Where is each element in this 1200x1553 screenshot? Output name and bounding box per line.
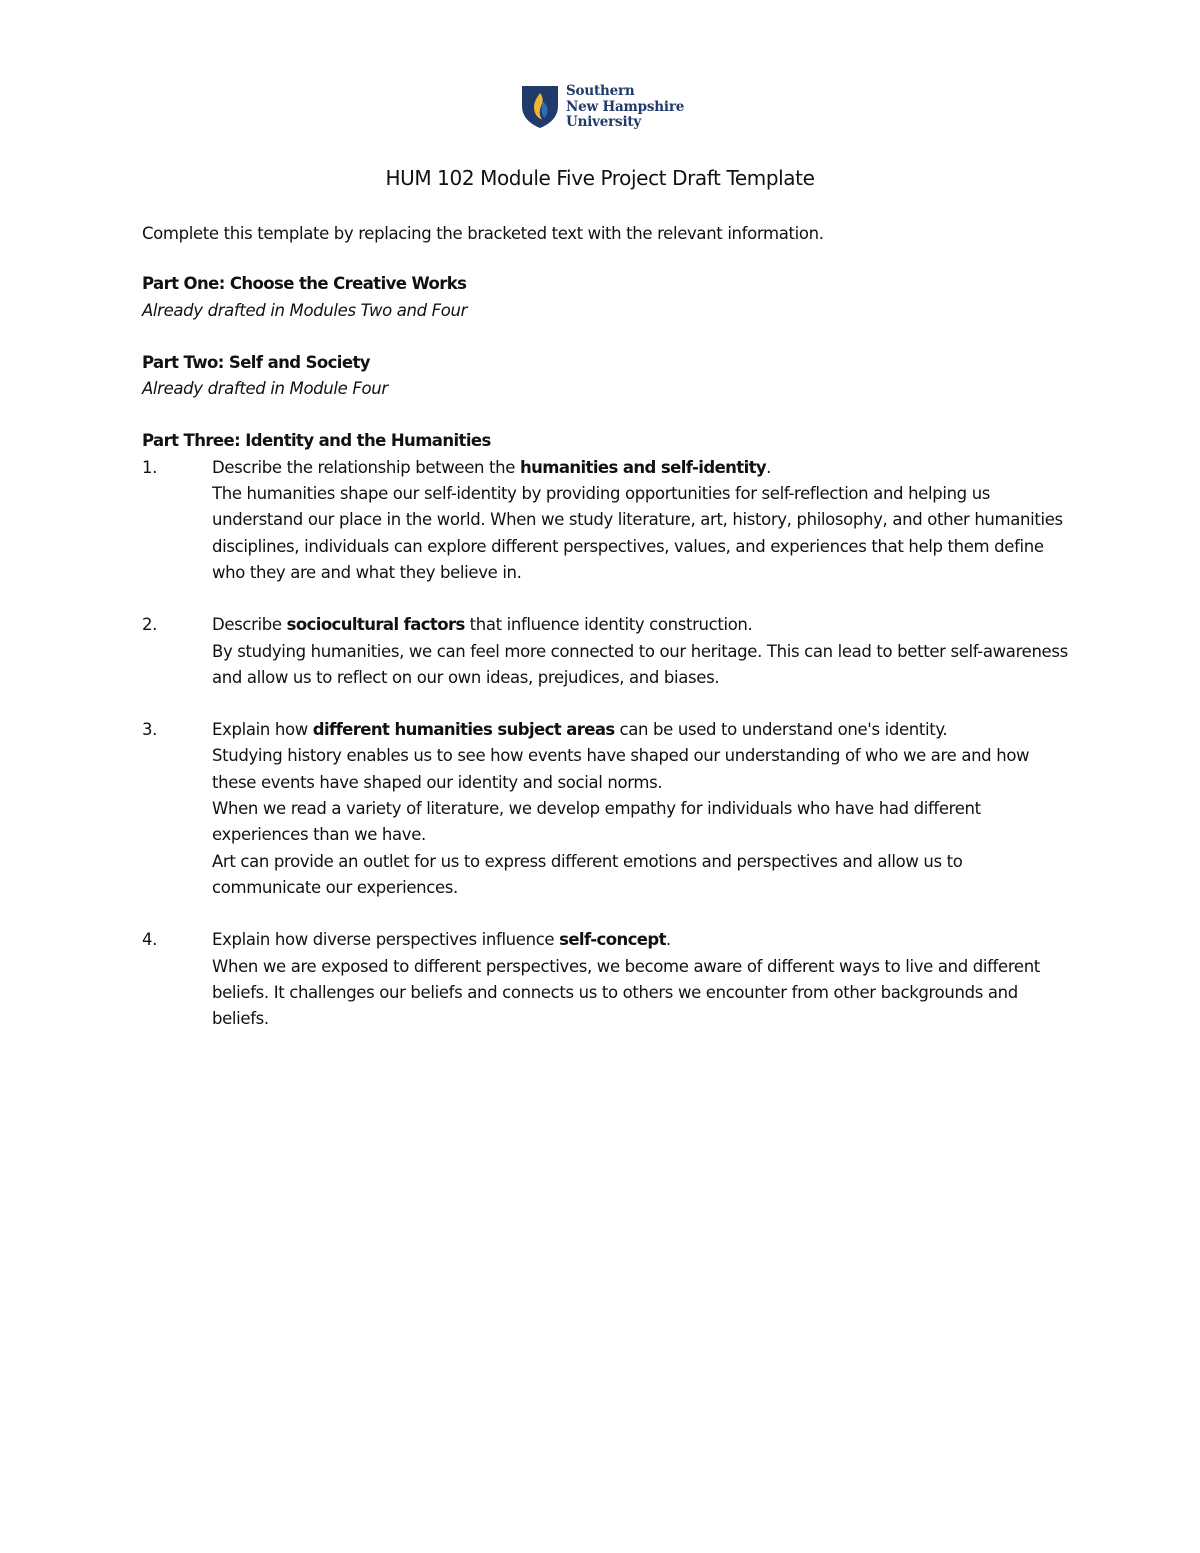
item-number: 4. xyxy=(142,930,158,950)
instructions: Complete this template by replacing the bracketed text with the relevant information. xyxy=(142,224,824,243)
snhu-logo xyxy=(520,84,684,131)
part-one-heading: Part One: Choose the Creative Works xyxy=(142,274,467,294)
prompt-text: Describe the relationship between the xyxy=(212,457,520,477)
item-body xyxy=(212,717,1072,901)
item-prompt xyxy=(212,455,1072,481)
prompt-text-end: . xyxy=(766,457,771,477)
document-body xyxy=(142,221,1072,1058)
list-item xyxy=(142,927,1072,1032)
prompt-keyword: self-concept xyxy=(559,930,666,950)
item-answer: By studying humanities, we can feel more connected to our heritage. This can lead to better self-awareness and allow us to reflect on our own ideas, prejudices, and biases. xyxy=(212,641,1068,687)
prompt-text: Explain how diverse perspectives influence xyxy=(212,930,560,950)
part-two-note: Already drafted in Module Four xyxy=(142,379,388,399)
item-answer: The humanities shape our self-identity by providing opportunities for self-reflection and helping us understand our place in the world. When we study literature, art, history, philosophy, and other humanities disciplines, individuals can explore different perspectives, values, and experiences that help them define who they are and what they believe in. xyxy=(212,484,1063,582)
item-answer: When we read a variety of literature, we develop empathy for individuals who have had different experiences than we have. xyxy=(212,799,981,845)
logo-line-1: Southern xyxy=(566,83,635,99)
prompt-text-end: can be used to understand one's identity. xyxy=(614,720,948,740)
logo-wordmark xyxy=(566,84,684,131)
list-item xyxy=(142,717,1072,901)
part-two-section xyxy=(142,350,1072,403)
part-one-section xyxy=(142,271,1072,324)
item-body xyxy=(212,927,1072,1032)
item-answer: Art can provide an outlet for us to express different emotions and perspectives and allow us to communicate our experiences. xyxy=(212,851,963,897)
logo-line-2: New Hampshire xyxy=(566,98,685,115)
item-prompt xyxy=(212,717,1072,743)
item-body xyxy=(212,612,1072,691)
list-item xyxy=(142,612,1072,691)
item-body xyxy=(212,455,1072,586)
list-item xyxy=(142,455,1072,586)
part-one-note: Already drafted in Modules Two and Four xyxy=(142,300,468,320)
item-number: 3. xyxy=(142,720,158,740)
prompt-text-end: that influence identity construction. xyxy=(464,615,753,635)
prompt-text: Describe xyxy=(212,615,287,635)
prompt-keyword: sociocultural factors xyxy=(286,615,465,635)
prompt-text-end: . xyxy=(665,930,671,950)
part-three-section xyxy=(142,428,1072,1032)
part-two-heading: Part Two: Self and Society xyxy=(142,352,370,372)
part-three-heading: Part Three: Identity and the Humanities xyxy=(142,431,491,451)
item-answer: Studying history enables us to see how events have shaped our understanding of who we are and how these events have shaped our identity and social norms. xyxy=(212,746,1030,792)
prompt-keyword: humanities and self-identity xyxy=(519,457,767,477)
item-answer: When we are exposed to different perspectives, we become aware of different ways to live and different beliefs. It challenges our beliefs and connects us to others we encounter from other backgrounds and beliefs. xyxy=(212,956,1040,1029)
item-prompt xyxy=(212,612,1072,638)
item-number: 2. xyxy=(142,615,158,635)
item-number: 1. xyxy=(142,457,158,477)
item-prompt xyxy=(212,927,1072,953)
shield-flame-icon xyxy=(520,84,560,130)
prompt-keyword: different humanities subject areas xyxy=(312,720,615,740)
prompt-text: Explain how xyxy=(212,720,313,740)
document-title: HUM 102 Module Five Project Draft Template xyxy=(385,166,815,190)
logo-line-3: University xyxy=(566,114,642,130)
